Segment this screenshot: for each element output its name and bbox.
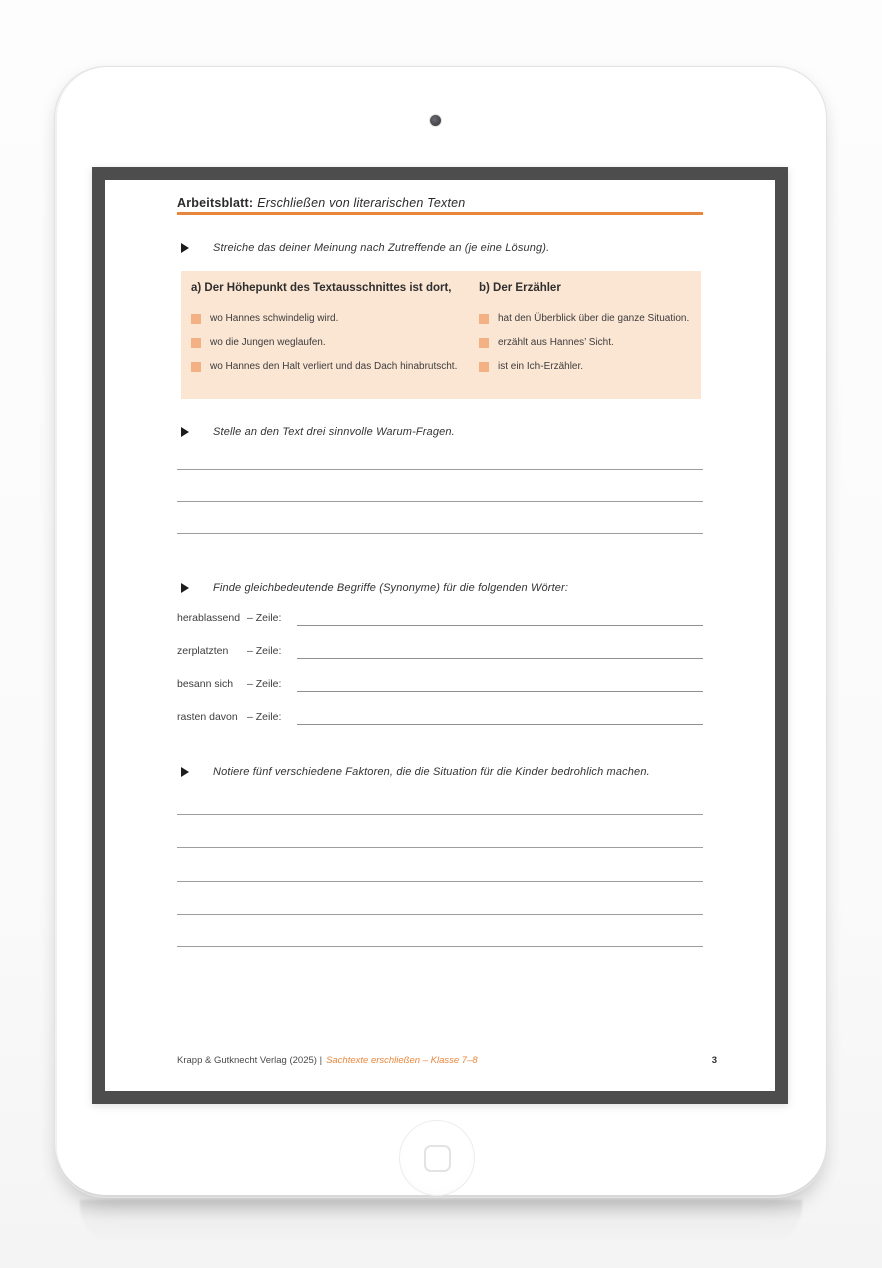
choice-column-a — [191, 271, 476, 372]
multiple-choice-box — [181, 271, 701, 399]
synonym-line-prefix: – Zeile: — [247, 711, 282, 723]
answer-line — [177, 914, 703, 915]
synonym-word: zerplatzten — [177, 645, 229, 657]
answer-line — [177, 881, 703, 882]
page-number: 3 — [711, 1055, 717, 1066]
answer-line — [297, 711, 703, 725]
answer-line — [177, 533, 703, 534]
choice-option — [191, 361, 476, 372]
checkbox-icon[interactable] — [191, 314, 201, 324]
task-3 — [181, 582, 568, 594]
page-footer — [177, 1055, 717, 1066]
synonym-row — [177, 612, 703, 627]
task-instruction: Notiere fünf verschiedene Faktoren, die die Situation für die Kinder bedrohlich machen. — [213, 766, 650, 778]
answer-line — [297, 678, 703, 692]
footer-credit — [177, 1055, 478, 1066]
answer-line — [177, 469, 703, 470]
worksheet-page — [105, 180, 775, 1091]
choice-option — [191, 337, 476, 348]
title-underline — [177, 212, 703, 215]
choice-option-label: wo die Jungen weglaufen. — [210, 337, 326, 348]
answer-line — [177, 814, 703, 815]
worksheet-title: Erschließen von literarischen Texten — [257, 196, 466, 210]
page-title — [177, 196, 703, 210]
synonym-row — [177, 645, 703, 660]
choice-option-label: wo Hannes den Halt verliert und das Dach hinabrutscht. — [210, 361, 458, 372]
synonym-word: besann sich — [177, 678, 234, 690]
synonym-row — [177, 711, 703, 726]
worksheet-label: Arbeitsblatt: — [177, 196, 254, 210]
publisher-text: Krapp & Gutknecht Verlag (2025) | — [177, 1055, 323, 1066]
synonym-line-prefix: – Zeile: — [247, 678, 282, 690]
choice-option-label: erzählt aus Hannes’ Sicht. — [498, 337, 614, 348]
pdf-page-frame — [92, 167, 788, 1104]
checkbox-icon[interactable] — [479, 362, 489, 372]
answer-line — [177, 501, 703, 502]
task-arrow-icon — [181, 767, 189, 777]
task-instruction: Streiche das deiner Meinung nach Zutreffende an (je eine Lösung). — [213, 242, 550, 254]
answer-line — [297, 612, 703, 626]
choice-option — [479, 337, 701, 348]
tablet-shadow-reflection — [80, 1200, 802, 1246]
task-instruction: Finde gleichbedeutende Begriffe (Synonyme) für die folgenden Wörter: — [213, 582, 569, 594]
synonym-line-prefix: – Zeile: — [247, 612, 282, 624]
task-4 — [181, 766, 650, 778]
series-title: Sachtexte erschließen – Klasse 7–8 — [326, 1055, 478, 1066]
checkbox-icon[interactable] — [191, 338, 201, 348]
checkbox-icon[interactable] — [479, 338, 489, 348]
checkbox-icon[interactable] — [191, 362, 201, 372]
choice-option-label: ist ein Ich-Erzähler. — [498, 361, 584, 372]
choice-option-label: hat den Überblick über die ganze Situation. — [498, 313, 690, 324]
checkbox-icon[interactable] — [479, 314, 489, 324]
choice-heading-a: a) Der Höhepunkt des Textausschnittes ist dort, — [191, 282, 452, 294]
synonym-word: rasten davon — [177, 711, 238, 723]
home-square-icon — [424, 1145, 451, 1172]
task-instruction: Stelle an den Text drei sinnvolle Warum-Fragen. — [213, 426, 455, 438]
answer-line — [297, 645, 703, 659]
choice-option — [191, 313, 476, 324]
choice-option-label: wo Hannes schwindelig wird. — [210, 313, 339, 324]
front-camera-icon — [430, 115, 441, 126]
choice-option — [479, 313, 701, 324]
answer-line — [177, 946, 703, 947]
choice-option — [479, 361, 701, 372]
task-arrow-icon — [181, 427, 189, 437]
task-arrow-icon — [181, 583, 189, 593]
task-arrow-icon — [181, 243, 189, 253]
home-button[interactable] — [399, 1120, 475, 1196]
choice-heading-b: b) Der Erzähler — [479, 282, 561, 294]
synonym-row — [177, 678, 703, 693]
synonym-word: herablassend — [177, 612, 241, 624]
tablet-device — [54, 66, 827, 1198]
choice-column-b — [479, 271, 701, 372]
task-2 — [181, 426, 455, 438]
answer-line — [177, 847, 703, 848]
synonym-line-prefix: – Zeile: — [247, 645, 282, 657]
task-1 — [181, 242, 549, 254]
